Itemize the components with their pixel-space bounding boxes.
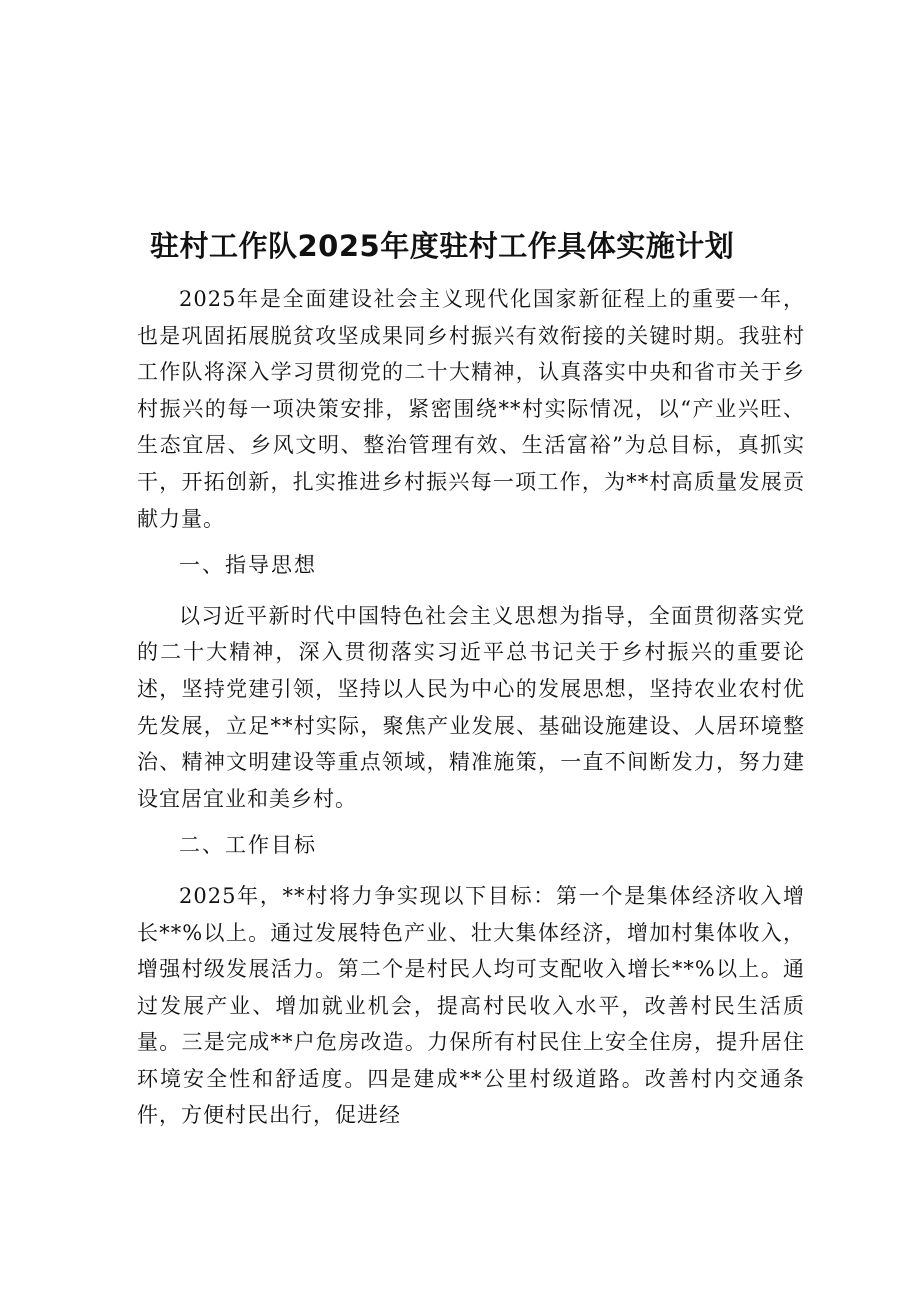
section-heading-guiding-thought: 一、指导思想 (179, 553, 317, 578)
document-body (137, 281, 805, 1134)
document-title: 驻村工作队2025年度驻村工作具体实施计划 (150, 229, 735, 263)
intro-paragraph: 2025年是全面建设社会主义现代化国家新征程上的重要一年，也是巩固拓展脱贫攻坚成果同乡村振兴有效衔接的关键时期。我驻村工作队将深入学习贯彻党的二十大精神，认真落实中央和省市关于乡村振兴的每一项决策安排，紧密围绕**村实际情况，以“产业兴旺、生态宜居、乡风文明、整治管理有效、生活富裕”为总目标，真抓实干，开拓创新，扎实推进乡村振兴每一项工作，为**村高质量发展贡献力量。 (137, 287, 805, 531)
section-body-work-goals: 2025年，**村将力争实现以下目标：第一个是集体经济收入增长**%以上。通过发展特色产业、壮大集体经济，增加村集体收入，增强村级发展活力。第二个是村民人均可支配收入增长**%以上。通过发展产业、增加就业机会，提高村民收入水平，改善村民生活质量。三是完成**户危房改造。力保所有村民住上安全住房，提升居住环境安全性和舒适度。四是建成**公里村级道路。改善村内交通条件，方便村民出行，促进经 (137, 883, 805, 1128)
section-body-guiding-thought: 以习近平新时代中国特色社会主义思想为指导，全面贯彻落实党的二十大精神，深入贯彻落实习近平总书记关于乡村振兴的重要论述，坚持党建引领，坚持以人民为中心的发展思想，坚持农业农村优先发展，立足**村实际，聚焦产业发展、基础设施建设、人居环境整治、精神文明建设等重点领域，精准施策，一直不间断发力，努力建设宜居宜业和美乡村。 (137, 603, 805, 811)
section-heading-work-goals: 二、工作目标 (179, 833, 317, 858)
